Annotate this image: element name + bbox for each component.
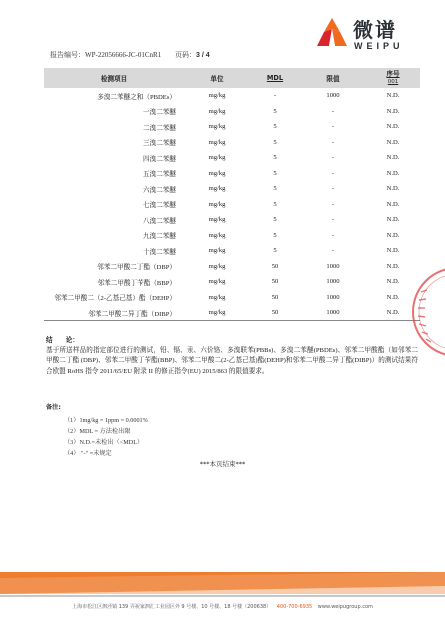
cell-result: N.D. [386, 293, 400, 301]
cell-mdl: 5 [273, 138, 277, 146]
page-number: 3 / 4 [195, 52, 210, 59]
cell-result: N.D. [386, 138, 400, 146]
cell-item: 八溴二苯醚 [143, 217, 176, 225]
cell-item: 六溴二苯醚 [143, 186, 176, 194]
table-row [44, 104, 420, 120]
header-limit: 限值 [300, 68, 366, 88]
cell-item: 九溴二苯醚 [143, 233, 176, 241]
cell-item: 邻苯二甲酸丁苄酯（BBP） [97, 279, 176, 287]
company-logo [315, 14, 435, 54]
cell-item: 邻苯二甲酸二（2-乙基己基）酯（DEHP） [54, 295, 176, 303]
cell-unit: mg/kg [208, 200, 226, 208]
footer-phone: 400-700-6935 [276, 604, 313, 610]
cell-unit: mg/kg [208, 169, 226, 177]
cell-mdl: - [273, 92, 277, 100]
table-row [44, 243, 420, 259]
cell-limit: - [331, 216, 335, 224]
cell-item: 二溴二苯醚 [143, 124, 176, 132]
notes-heading: 备注: [46, 404, 61, 411]
cell-item: 五溴二苯醚 [143, 171, 176, 179]
cell-unit: mg/kg [208, 154, 226, 162]
cell-item: 邻苯二甲酸二丁酯（DBP） [97, 264, 176, 272]
cell-limit: - [331, 154, 335, 162]
conclusion-section [46, 335, 418, 377]
cell-limit: - [331, 185, 335, 193]
cell-result: N.D. [386, 278, 400, 286]
table-row [44, 150, 420, 166]
seal-stamp-icon [407, 262, 445, 362]
cell-result: N.D. [366, 305, 420, 321]
logo-english-name: WEIPU [354, 41, 404, 51]
cell-unit: mg/kg [208, 138, 226, 146]
header-mdl: MDL [250, 68, 300, 88]
table-row [44, 228, 420, 244]
cell-item: 三溴二苯醚 [143, 140, 176, 148]
cell-unit: mg/kg [208, 185, 226, 193]
cell-mdl: 5 [273, 107, 277, 115]
cell-mdl: 5 [273, 154, 277, 162]
cell-result: N.D. [386, 92, 400, 100]
cell-unit: mg/kg [208, 293, 226, 301]
table-row [44, 181, 420, 197]
cell-item: 邻苯二甲酸二异丁酯（DIBP） [44, 305, 184, 321]
cell-result: N.D. [386, 200, 400, 208]
cell-result: N.D. [386, 123, 400, 131]
results-table [44, 68, 420, 321]
table-row [44, 259, 420, 275]
header-item: 检测项目 [44, 68, 184, 88]
cell-result: N.D. [386, 247, 400, 255]
header-sample: 序号 001 [366, 68, 420, 88]
table-row [44, 212, 420, 228]
cell-mdl: 5 [273, 185, 277, 193]
cell-result: N.D. [386, 169, 400, 177]
footer-stripe [0, 572, 445, 594]
cell-limit: - [331, 169, 335, 177]
cell-result: N.D. [386, 231, 400, 239]
cell-item: 一溴二苯醚 [143, 109, 176, 117]
cell-mdl: 5 [273, 169, 277, 177]
cell-limit: 1000 [326, 262, 340, 270]
footer-address: 上海市松江区泗泾镇 139 弄祝家泗汇工业园区外 9 号楼、10 号楼、18 号楼（200638） [72, 604, 272, 610]
page-label: 页码： [174, 51, 196, 59]
cell-mdl: 5 [273, 200, 277, 208]
table-header-row [44, 68, 420, 88]
table-row [44, 305, 420, 321]
footer-website[interactable]: www.weipugroup.com [317, 604, 373, 610]
table-row [44, 88, 420, 104]
weipu-logo-icon [315, 16, 349, 50]
cell-mdl: 50 [250, 305, 300, 321]
cell-mdl: 50 [271, 262, 279, 270]
note-item: （1）1mg/kg = 1ppm = 0.0001% [64, 417, 148, 424]
table-row [44, 119, 420, 135]
cell-unit: mg/kg [208, 278, 226, 286]
cell-unit: mg/kg [208, 123, 226, 131]
cell-unit: mg/kg [208, 107, 226, 115]
cell-limit: - [331, 107, 335, 115]
cell-mdl: 5 [273, 123, 277, 131]
cell-item: 四溴二苯醚 [143, 155, 176, 163]
note-item: （4） "-" =未规定 [64, 450, 112, 457]
footer-contact [0, 603, 445, 610]
note-item: （3）N.D.=未检出（<MDL） [64, 439, 144, 446]
cell-limit: - [331, 247, 335, 255]
cell-unit: mg/kg [208, 92, 226, 100]
cell-item: 十溴二苯醚 [143, 248, 176, 256]
table-row [44, 166, 420, 182]
logo-chinese-name: 微谱 [353, 18, 397, 42]
header-unit: 单位 [184, 68, 250, 88]
cell-limit: 1000 [326, 293, 340, 301]
cell-result: N.D. [386, 262, 400, 270]
footer-divider [0, 595, 445, 597]
cell-mdl: 5 [273, 231, 277, 239]
cell-limit: - [331, 231, 335, 239]
cell-result: N.D. [386, 185, 400, 193]
cell-result: N.D. [386, 154, 400, 162]
cell-limit: - [331, 138, 335, 146]
table-row [44, 197, 420, 213]
cell-mdl: 5 [273, 216, 277, 224]
table-row [44, 290, 420, 306]
cell-limit: 1000 [326, 278, 340, 286]
cell-limit: - [331, 123, 335, 131]
cell-limit: 1000 [300, 305, 366, 321]
cell-mdl: 5 [273, 247, 277, 255]
report-number-label: 报告编号： [50, 51, 85, 59]
conclusion-text: 基于所送样品的指定部位进行的测试，铅、镉、汞、六价铬、多溴联苯(PBBs)、多溴二苯醚(PBDEs)、邻苯二甲酸酯（如邻苯二甲酸二丁酯 (DBP)、邻苯二甲酸丁苄酯(BBP)、邻苯二甲酸二(2-乙基己基)酯(DEHP)和邻苯二甲酸二异丁酯(DIBP)）的测试结果符合欧盟 RoHS 指令 2011/65/EU 附录 II 的修正指令(EU) 2015/863 的限值要求。 [46, 346, 418, 375]
cell-unit: mg/kg [208, 231, 226, 239]
cell-unit: mg/kg [208, 216, 226, 224]
notes-section [46, 402, 148, 459]
cell-item: 七溴二苯醚 [143, 202, 176, 210]
page-end-mark: ***本页结束*** [199, 460, 246, 468]
cell-limit: 1000 [326, 92, 340, 100]
cell-item: 多溴二苯醚之和（PBDEs） [97, 93, 176, 101]
report-info-line [50, 50, 210, 60]
report-number: WP-22056666-JC-01CnR1 [85, 51, 162, 59]
cell-unit: mg/kg [184, 305, 250, 321]
note-item: （2）MDL = 方法检出限 [64, 428, 131, 435]
cell-limit: - [331, 200, 335, 208]
cell-unit: mg/kg [208, 247, 226, 255]
cell-result: N.D. [386, 107, 400, 115]
cell-mdl: 50 [271, 278, 279, 286]
cell-mdl: 50 [271, 293, 279, 301]
table-row [44, 274, 420, 290]
conclusion-heading: 结 论： [46, 336, 79, 344]
cell-unit: mg/kg [208, 262, 226, 270]
cell-result: N.D. [386, 216, 400, 224]
table-row [44, 135, 420, 151]
